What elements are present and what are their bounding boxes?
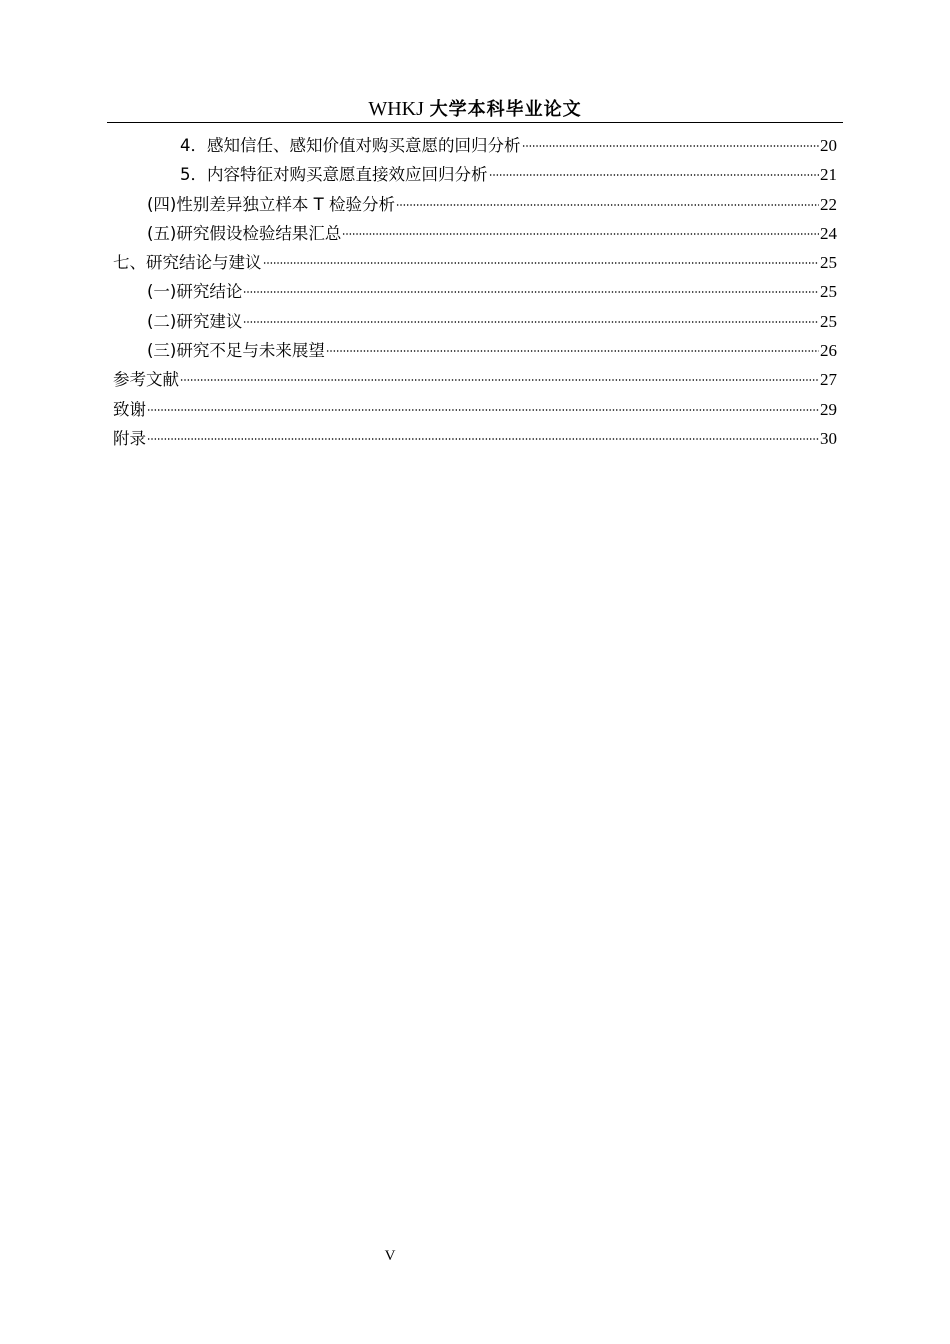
toc-entry-title: (二)研究建议 [147,311,243,331]
toc-dot-leader [522,145,820,147]
toc-dot-leader [326,350,819,352]
toc-dot-leader [396,204,819,206]
toc-dot-leader [147,409,819,411]
toc-entry[interactable] [113,307,837,336]
toc-dot-leader [243,291,819,293]
toc-entry[interactable] [113,424,837,453]
header-document-type: 大学本科毕业论文 [429,99,582,120]
footer-page-number: V [384,1248,396,1264]
toc-entry-page: 24 [820,223,837,243]
toc-entry-page: 20 [820,136,837,155]
toc-entry[interactable] [113,336,837,365]
toc-entry-title: (五)研究假设检验结果汇总 [147,223,342,243]
toc-entry[interactable] [113,395,837,424]
toc-dot-leader [489,174,820,176]
table-of-contents [113,131,837,453]
toc-entry-title: (三)研究不足与未来展望 [147,341,325,361]
toc-dot-leader [147,438,819,440]
toc-dot-leader [180,379,819,381]
toc-entry[interactable] [113,131,837,160]
toc-entry[interactable] [113,160,837,189]
toc-entry[interactable] [113,277,837,306]
toc-dot-leader [263,262,820,264]
toc-dot-leader [243,321,819,323]
header-institution-code: WHKJ [368,98,424,120]
toc-entry-page: 25 [820,282,837,302]
toc-entry-title: 参考文献 [113,370,179,390]
toc-dot-leader [342,233,819,235]
toc-entry-title: 4．感知信任、感知价值对购买意愿的回归分析 [180,136,521,155]
running-header [107,96,843,123]
toc-entry[interactable] [113,219,837,248]
toc-entry-title: 致谢 [113,399,146,419]
toc-entry-page: 25 [820,253,837,273]
toc-entry-page: 25 [820,311,837,331]
toc-entry-title: 5．内容特征对购买意愿直接效应回归分析 [180,165,488,185]
toc-entry-page: 22 [820,194,837,214]
toc-entry-title: (一)研究结论 [147,282,243,302]
toc-entry-page: 21 [820,165,837,185]
toc-entry-title: 附录 [113,428,146,448]
toc-entry-page: 27 [820,370,837,390]
toc-entry-page: 26 [820,341,837,361]
toc-entry[interactable] [113,248,837,277]
toc-entry-page: 29 [820,399,837,419]
toc-entry-page: 30 [820,428,837,448]
toc-entry-title: 七、研究结论与建议 [113,253,262,273]
toc-entry[interactable] [113,190,837,219]
toc-entry[interactable] [113,365,837,394]
toc-entry-title: (四)性别差异独立样本 T 检验分析 [147,194,395,214]
